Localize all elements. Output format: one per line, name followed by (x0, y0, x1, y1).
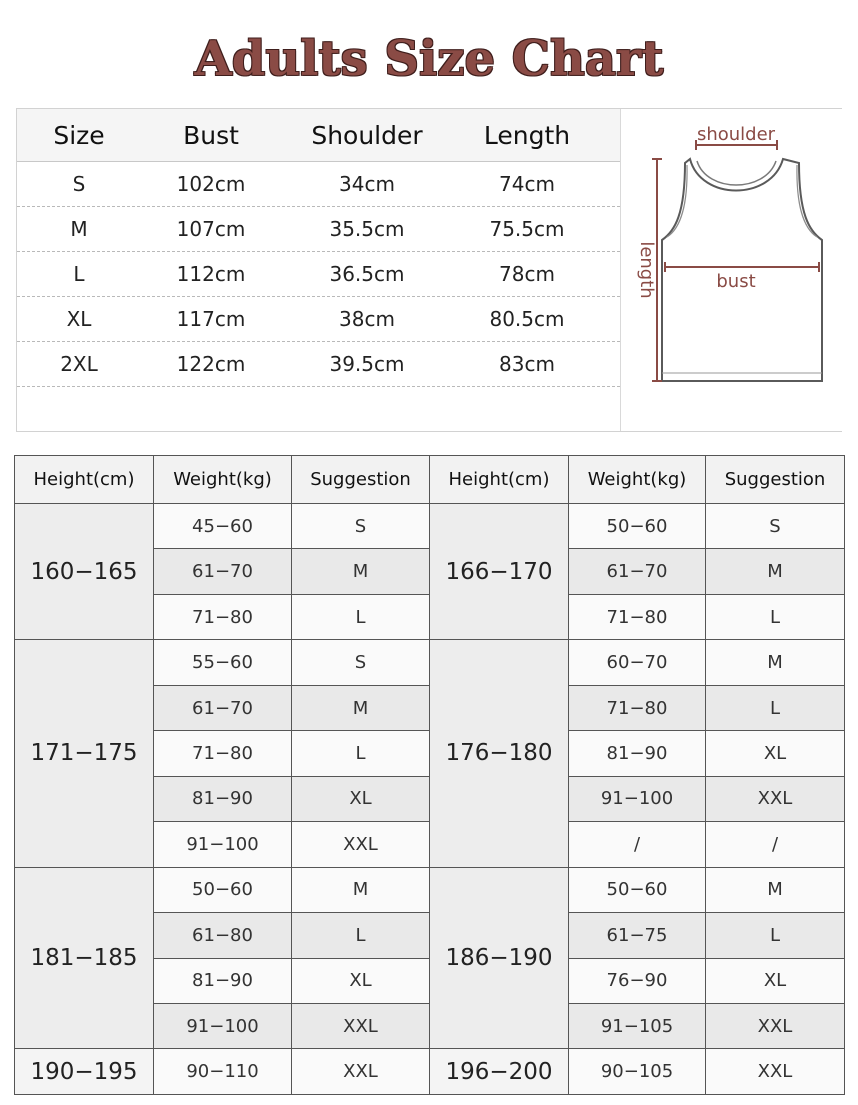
weight-cell: / (569, 822, 706, 867)
bust-cell: 102cm (176, 171, 246, 196)
suggestion-cell: XL (706, 958, 845, 1003)
suggestion-cell: L (292, 594, 430, 639)
suggestion-cell: XXL (706, 776, 845, 821)
weight-cell: 81−90 (154, 776, 292, 821)
length-cell: 83cm (499, 351, 555, 376)
suggestion-cell: S (706, 504, 845, 549)
suggestion-cell: S (292, 640, 430, 685)
bust-cell: 107cm (176, 216, 246, 241)
height-range-cell: 181−185 (15, 867, 154, 1049)
suggestion-cell: XL (292, 958, 430, 1003)
weight-cell: 71−80 (154, 594, 292, 639)
bust-label: bust (716, 271, 756, 292)
suggestion-cell: S (292, 504, 430, 549)
tank-top-diagram (620, 109, 842, 431)
shoulder-cell: 38cm (339, 306, 395, 331)
weight-cell: 76−90 (569, 958, 706, 1003)
shoulder-cell: 34cm (339, 171, 395, 196)
length-cell: 74cm (499, 171, 555, 196)
length-cell: 80.5cm (489, 306, 565, 331)
header-bust: Bust (183, 120, 239, 150)
length-cell: 75.5cm (489, 216, 565, 241)
weight-cell: 91−100 (154, 822, 292, 867)
suggestion-cell: XL (292, 776, 430, 821)
table-row (15, 504, 845, 549)
shoulder-cell: 39.5cm (329, 351, 405, 376)
suggestion-cell: M (292, 867, 430, 912)
height-range-cell: 160−165 (15, 504, 154, 640)
suggestion-cell: M (292, 549, 430, 594)
size-cell: S (72, 171, 86, 196)
header-height: Height(cm) (430, 456, 569, 504)
weight-cell: 61−70 (569, 549, 706, 594)
table-row (15, 1049, 845, 1095)
size-cell: L (73, 261, 85, 286)
size-cell: XL (66, 306, 92, 331)
page-title: Adults Size Chart (194, 31, 664, 87)
size-row (17, 161, 620, 207)
weight-cell: 50−60 (154, 867, 292, 912)
height-range-cell: 190−195 (15, 1049, 154, 1095)
suggestion-cell: XXL (292, 1049, 430, 1095)
weight-cell: 61−70 (154, 685, 292, 730)
weight-cell: 61−70 (154, 549, 292, 594)
weight-cell: 61−80 (154, 913, 292, 958)
table-row (15, 867, 845, 912)
bust-cell: 112cm (176, 261, 246, 286)
size-measurement-panel (16, 108, 842, 432)
height-range-cell: 196−200 (430, 1049, 569, 1095)
suggestion-cell: L (706, 685, 845, 730)
size-cell: 2XL (60, 351, 98, 376)
suggestion-cell: XXL (292, 822, 430, 867)
height-range-cell: 166−170 (430, 504, 569, 640)
weight-cell: 71−80 (154, 731, 292, 776)
size-row (17, 206, 620, 252)
weight-cell: 45−60 (154, 504, 292, 549)
header-suggestion: Suggestion (706, 456, 845, 504)
length-cell: 78cm (499, 261, 555, 286)
weight-cell: 55−60 (154, 640, 292, 685)
height-range-cell: 176−180 (430, 640, 569, 867)
height-weight-guide-table (14, 455, 845, 1095)
suggestion-cell: M (292, 685, 430, 730)
size-cell: M (70, 216, 88, 241)
tank-top-icon (621, 109, 842, 431)
shoulder-cell: 35.5cm (329, 216, 405, 241)
bust-cell: 117cm (176, 306, 246, 331)
weight-cell: 91−105 (569, 1003, 706, 1048)
suggestion-cell: XXL (706, 1049, 845, 1095)
weight-cell: 71−80 (569, 594, 706, 639)
suggestion-cell: L (292, 731, 430, 776)
weight-cell: 50−60 (569, 867, 706, 912)
weight-cell: 50−60 (569, 504, 706, 549)
weight-cell: 71−80 (569, 685, 706, 730)
weight-cell: 91−100 (154, 1003, 292, 1048)
suggestion-cell: XXL (706, 1003, 845, 1048)
bust-cell: 122cm (176, 351, 246, 376)
suggestion-cell: XL (706, 731, 845, 776)
table-row (15, 640, 845, 685)
length-label: length (636, 241, 657, 299)
header-size: Size (53, 120, 105, 150)
weight-cell: 90−110 (154, 1049, 292, 1095)
weight-cell: 81−90 (569, 731, 706, 776)
header-length: Length (483, 120, 571, 150)
header-weight: Weight(kg) (569, 456, 706, 504)
header-height: Height(cm) (15, 456, 154, 504)
suggestion-cell: L (292, 913, 430, 958)
header-shoulder: Shoulder (311, 120, 423, 150)
suggestion-cell: L (706, 913, 845, 958)
suggestion-cell: M (706, 549, 845, 594)
height-range-cell: 171−175 (15, 640, 154, 867)
size-table-header (17, 109, 620, 162)
weight-cell: 91−100 (569, 776, 706, 821)
height-range-cell: 186−190 (430, 867, 569, 1049)
shoulder-cell: 36.5cm (329, 261, 405, 286)
suggestion-cell: M (706, 640, 845, 685)
weight-cell: 61−75 (569, 913, 706, 958)
weight-cell: 81−90 (154, 958, 292, 1003)
size-table (17, 109, 620, 431)
weight-cell: 90−105 (569, 1049, 706, 1095)
suggestion-cell: XXL (292, 1003, 430, 1048)
size-row (17, 251, 620, 297)
guide-header-row (15, 456, 845, 504)
size-row (17, 296, 620, 342)
suggestion-cell: L (706, 594, 845, 639)
weight-cell: 60−70 (569, 640, 706, 685)
header-weight: Weight(kg) (154, 456, 292, 504)
header-suggestion: Suggestion (292, 456, 430, 504)
size-row (17, 341, 620, 387)
suggestion-cell: / (706, 822, 845, 867)
suggestion-cell: M (706, 867, 845, 912)
shoulder-label: shoulder (696, 124, 776, 145)
